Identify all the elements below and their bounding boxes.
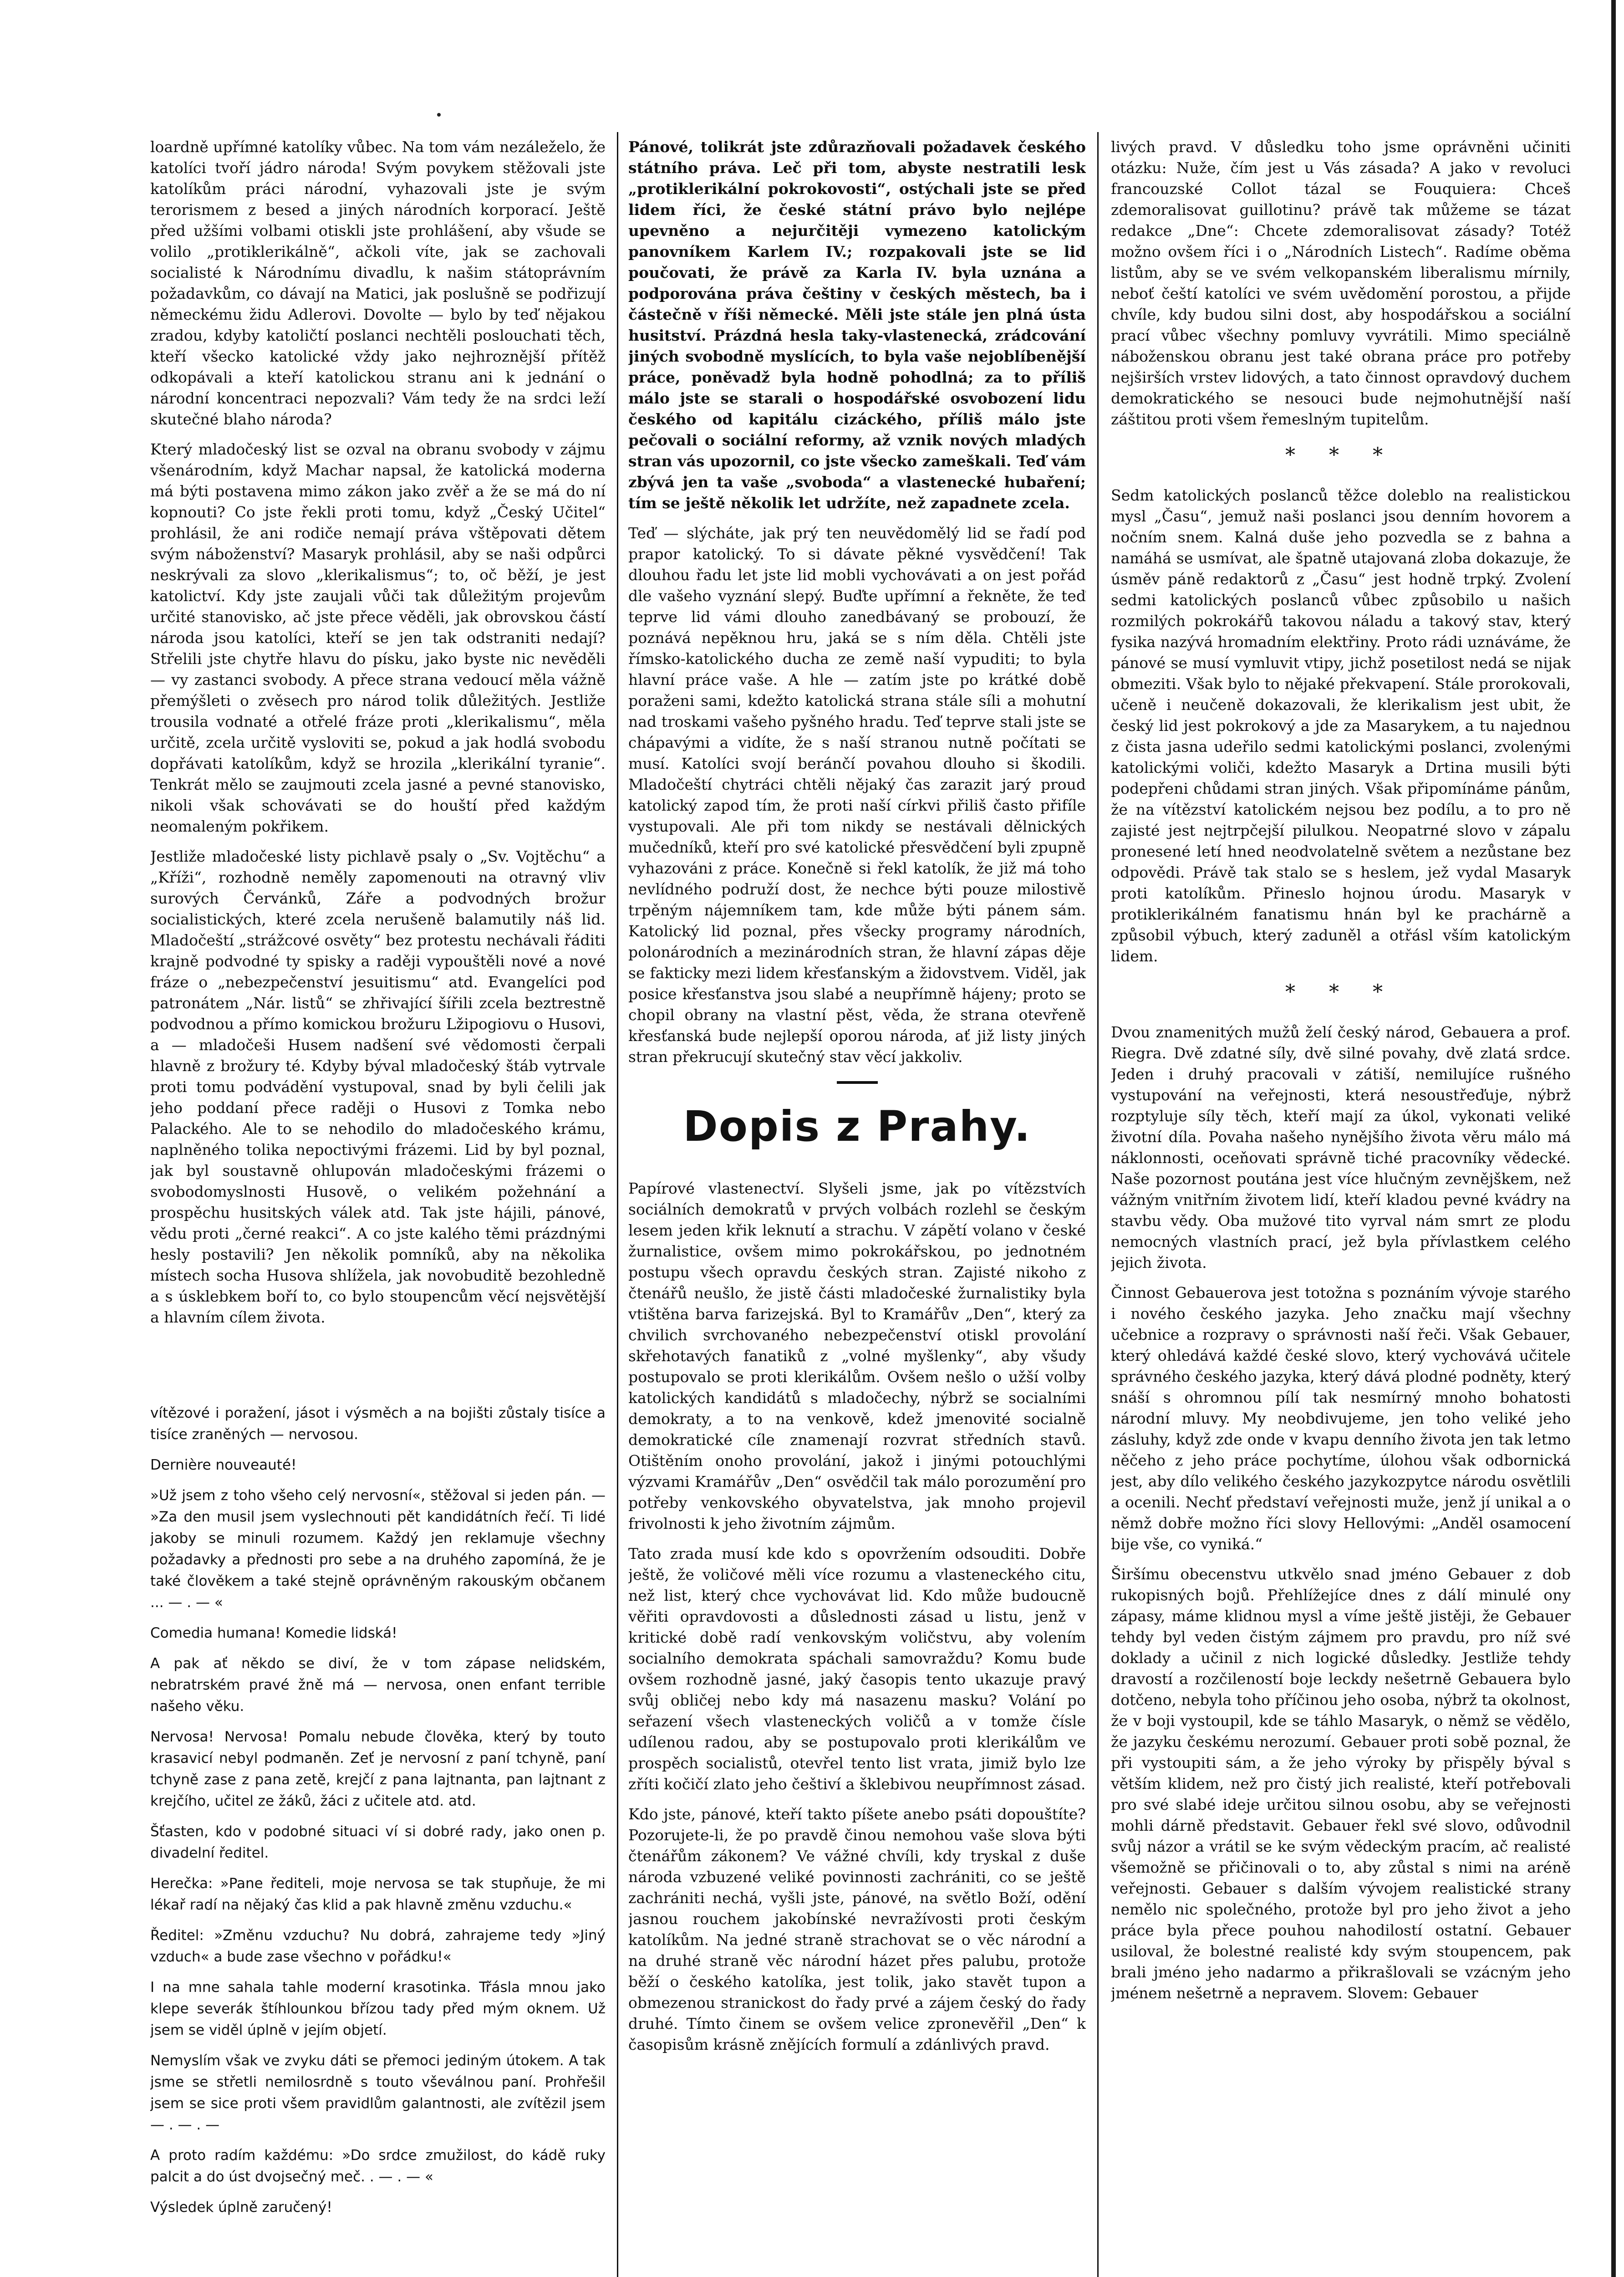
paragraph: Širšímu obecenstvu utkvělo snad jméno Gebauer z dob rukopisných bojů. Přehlížejíce dnes z dálí minulé ony zápasy, máme klidnou mysl a víme ještě jistěji, že Gebauer tehdy byl veden čistým zájmem pro pravdu, pro níž své doklady a učinil z nich logické důsledky. Jestliže tehdy dravostí a rozčileností boje leckdy nešetrně Gebauera bylo dotčeno, nebyla toho příčinou jeho osoba, nýbrž ta okolnost, že v boji vystoupil, kde se táhlo Masaryk, o němž se vědělo, že jazyku českému nerozumí. Gebauer proti sobě poznal, že při vystoupiti sám, a že jeho výroky by přispěly býval s větším klidem, než pro čistý jich realisté, kteří potřebovali pro své slabé ideje určitou silnou osobu, aby se veřejnosti mohli dárně představit. Gebauer řekl své slovo, odůvodnil svůj názor a vrátil se ke svým vědeckým pracím, ač realisté všemožně se přičinovali o to, aby zůstal s nimi na aréně veřejnosti. Gebauer s dalším vývojem realistické strany nemělo nic společného, protože byl pro jeho život a jeho práce byla přece pouhou nahodilostí ostatní. Gebauer usiloval, že bolestné realisté kdy svým stoupencem, pak brali jméno jeho nadarmo a přikrašlovali se vzácným jeho jménem nešetrně a nepravem. Slovem: Gebauer [1111,1565,1571,2002]
paragraph: Činnost Gebauerova jest totožna s poznáním vývoje starého i nového českého jazyka. Jeho značku mají všechny učebnice a rozpravy o správnosti naší řeči. Však Gebauer, který ohledává každé české slovo, který vychovává učitele správného českého jazyka, který dává plodné podněty, který snáší s ohromnou pílí tak nesmírný mnoho bohatosti národní mluvy. My neobdivujeme, jen toho veliké jeho zásluhy, když zde onde v kvapu denního života jen tak letmo něčeho z jeho práce pochytíme, úlohou však odbornická jest, aby dílo velikého českého jazykozpytce národu osvětlili a ocenili. Nechť představí veřejnosti muže, jenž jí unikal a o němž dobře možno říci slovy Hellovými: „Anděl osamocení bije vše, co vyniká.“ [1111,1284,1571,1553]
separator-dash [837,1081,878,1084]
paragraph: Šťasten, kdo v podobné situaci ví si dobré rady, jako onen p. divadelní ředitel. [150,1823,606,1861]
paragraph: Jestliže mladočeské listy pichlavě psaly o „Sv. Vojtěchu“ a „Kříži“, rozhodně neměly zapomenouti na otravný vliv surových Červánků, Záře a podvodných brožur socialistických, které zcela nerušeně balamutily náš lid. Mladočeští „strážcové osvěty“ bez protestu nechávali řáditi krajně podvodné ty spisky a raději vypouštěli nové a nové fráze o „nebezpečenství jesuitismu“ atd. Evangelíci pod patronátem „Nár. listů“ se zhřivající šířili zcela beztrestně podvodnou a přímo komickou brožuru Lžipogiovu o Husovi, a — mladočeši Husem nadšení své vědomosti čerpali hlavně z brožury té. Kdyby býval mladočeský štáb vytrvale proti tomu podvádění vystupoval, snad by byli čelili jak jeho poddaní přece raději o Husovi z Tomka nebo Palackého. Ale to se nehodilo do mladočeského krámu, naplněného tolika nepoctivými frázemi. Lid by byl poznal, jak byl soustavně ohlupován mladočeskými frázemi o svobodomyslnosti Husově, o velikém požehnání a prospěchu husitských válek atd. Tak jste hájili, pánové, vědu proti „černé reakci“. A co jste kalého těmi prázdnými hesly postavili? Jen několik pomníků, aby na několika místech socha Husova shlížela, jak novobuditě bezohledně a s úsklebkem boří to, co bylo stoupencům věcí nejsvětější a hlavním cílem života. [150,847,606,1326]
paragraph: Nervosa! Nervosa! Pomalu nebude člověka, který by touto krasavicí nebyl podmaněn. Zeť je nervosní z paní tchyně, paní tchyně zase z pana zetě, krejčí z pana lajtnanta, pan lajtnant z krejčího, učitel ze žáků, žáci z učitele atd. atd. [150,1729,606,1809]
paragraph: »Už jsem z toho všeho celý nervosní«, stěžoval si jeden pán. — »Za den musil jsem vyslechnouti pět kandidátních řečí. Ti lidé jakoby se minuli rozumem. Každý jen reklamuje všechny požadavky a přednosti pro sebe a na druhého zapomíná, že je také člověkem a také stejně oprávněným rakouským občanem ... — . — « [150,1487,606,1611]
paragraph: Tato zrada musí kde kdo s opovržením odsouditi. Dobře ještě, že voličové měli více rozumu a vlasteneckého citu, než list, který chce vychovávat lid. Kdo může budoucně věřiti opravdovosti a důslednosti zásad u listu, jenž v kritické době radí venkovským voličstvu, aby volením socialního demokrata spáchali samovraždu? Komu bude ovšem rozhodně jasné, jaký časopis tento ukazuje pravý svůj obličej nebo kdy má nasazenu masku? Volání po seřazení všech vlasteneckých voličů a v tomže čísle udílenou radou, aby se postupovalo proti klerikálům ve prospěch socialistů, otevřel tento list vrata, jimiž bylo lze zříti kočičí zlato jeho češtiví a šklebivou neupřímnost zásad. [628,1545,1086,1793]
paragraph: Nemyslím však ve zvyku dáti se přemoci jediným útokem. A tak jsme se střetli nemilosrdně s touto vševálnou paní. Prohřešil jsem se sice proti všem pravidlům galantnosti, ale zvítězil jsem — . — . — [150,2052,606,2133]
print-dot [437,113,441,117]
column-left [150,137,606,2277]
column-left-upper [150,137,606,1384]
paragraph: Comedia humana! Komedie lidská! [150,1625,397,1641]
paragraph: Papírové vlastenectví. Slyšeli jsme, jak po vítězstvích sociálních demokratů v prvých volbách rozlehl se českým lesem jeden křik leknutí a strachu. V zápětí volano v české žurnalistice, ovšem mimo pokrokářskou, po jednotném postupu všech opravdu českých stran. Zajisté nikoho z čtenářů neušlo, že jistě části mladočeské žurnalistiky byla vtištěna barva farizejská. Byl to Kramářův „Den“, který za chvilich svrchovaného nebezpečenství otiskl provolání skřehotavých fanatiků z „volné myšlenky“, aby všudy postupovalo se proti klerikálům. Ovšem nešlo o užší volby katolických kandidátů s mladočechy, nýbrž se socialními demokraty, a to na venkově, kdež jmenovité socialně demokratické cíle znamenají rozvrat středních stavů. Otištěním onoho provolání, jakož i jinými potouchlými výzvami Kramářův „Den“ osvědčil tak málo porozumění pro potřeby venkovského obyvatelstva, jak mnoho projevil frivolnosti k jeho životním zájmům. [628,1179,1086,1532]
paragraph: Který mladočeský list se ozval na obranu svobody v zájmu všenárodním, když Machar napsal, že katolická moderna má býti postavena mimo zákon jako zvěř a že se má do ní kopnouti? Co jste řekli proti tomu, když „Český Učitel“ prohlásil, že ani rodiče nemají práva vštěpovati dětem svým náboženství? Masaryk prohlásil, aby se naši odpůrci neskrývali za slovo „klerikalismus“; to, oč běží, je jest katolictví. Kdy jste zaujali vůči tak důležitým projevům určité stanovisko, ač jste přece věděli, jak obrovskou částí národa jsou katolíci, kteří se jen tak odstraniti nedají? Střelili jste chytře hlavu do písku, jako byste nic nevěděli — vy zastanci svobody. A přece strana vedoucí měla vážně přemýšleti o zvěsech pro národ tolik důležitých. Jestliže trousila vodnaté a otřelé fráze proti „klerikalismu“, měla určitě, zcela určitě vysloviti se, pokud a jak hodlá svobodu dopřávati katolíkům, když se hrozila „klerikální tyranie“. Tenkrát mělo se zaujmouti zcela jasné a pevné stanovisko, nikoli však schovávati se do houští před každým neomaleným pokřikem. [150,440,606,835]
paragraph: Sedm katolických poslanců těžce doleblo na realistickou mysl „Času“, jemuž naši poslanci jsou denním hovorem a nočním snem. Kalná duše jeho pozvedla se z bahna a namáhá se usmívat, ale špatně utajovaná zloba dokazuje, že úsměv páně redaktorů z „Času“ jest hodně trpký. Zvolení sedmi katolických poslanců vůbec způsobilo u našich rozmilých pokrokářů takovou náladu a takový stav, který fysika nazývá hromadním elektřiny. Proto rádi uznáváme, že pánové se musí vymluvit vtipy, jichž posetilost nedá se nijak obmeziti. Však bylo to nějaké překvapení. Stále prorokovali, učeně i neučeně dokazovali, že klerikalism jest ubit, že český lid jest pokrokový a jde za Masarykem, a tu najednou z čista jasna udeřilo sedmi katolickými poslanci, zvolenými katolickými voliči, kdežto Masaryk a Drtina musili býti podepřeni chůdami stran jiných. Však připomínáme pánům, že na vítězství katolickém nejsou bez podílu, a to pro ně zajisté jest nejtrpčejší pilulkou. Neopatrné slovo v zápalu pronesené letí hned neodvolatelně světem a nezůstane bez odpovědi. Právě tak stalo se s heslem, jež vydal Masaryk proti katolíkům. Přineslo hojnou úrodu. Masaryk v protiklerikálném fanatismu hnán byl ke prachárně a způsobil výbuch, který zaduněl a otřásl vším katolickým lidem. [1111,486,1571,965]
column-left-lower [150,1403,606,2277]
article-heading: Dopis z Prahy. [683,1102,1031,1151]
paragraph: Pánové, tolikrát jste zdůrazňovali požadavek českého státního práva. Leč při tom, abyste nestratili lesk „protiklerikální pokrokovosti“, ostýchali jste se před lidem říci, že české státní právo bylo nejlépe upevněno a nejurčitěji vymezeno katolickým panovníkem Karlem IV.; rozpakovali jste se lid poučovati, že právě za Karla IV. byla uznána a podporována práva češtiny v českých městech, ba i částečně v říši německé. Měli jste stále jen plná ústa husitství. Prázdná hesla taky-vlastenecká, zrádcování jiných svobodně myslících, to byla vaše nejoblíbenější práce, poněvadž byla hodně pohodlná; za to příliš málo jste se starali o hospodářské osvobození lidu českého od kapitálu cizáckého, příliš málo jste pečovali o sociální reformy, až vznik nových mladých stran vás upozornil, co jste všecko zameškali. Teď vám zbývá jen ta vaše „svoboda“ a vlastenecké hubaření; tím se ještě několik let udržíte, než zapadnete zcela. [628,138,1086,512]
paragraph: Herečka: »Pane řediteli, moje nervosa se tak stupňuje, že mi lékař radí na nějaký čas klid a pak hlavně změnu vzduchu.« [150,1875,606,1913]
column-divider-2 [1097,132,1099,2277]
paragraph: Dernière nouveauté! [150,1457,297,1473]
paragraph: Teď — slýcháte, jak prý ten neuvědomělý lid se řadí pod prapor katolický. To si dávate pěkné vysvědčení! Tak dlouhou řadu let jste lid mobli vychovávati a on jest pořád dle vašeho vyznání slepý. Buďte upřímní a řekněte, že teď teprve lid vámi dlouho zanedbávaný se probouzí, že poznává nepěknou hru, jaká se s ním děla. Chtěli jste římsko-katolického ducha ze země naší vypuditi; to byla hlavní práce vaše. A hle — zatím jste po krátké době poraženi sami, kdežto katolická strana stále síli a mohutní nad troskami vašeho pyšného hradu. Teď teprve stali jste se chápavými a vidíte, že s naší stranou nutně počítati se musí. Katolíci svojí beránčí povahou dlouho si škodili. Mladočeští chytráci chtěli nějaký čas zarazit jarý proud katolický zapod tím, že proti naší církvi přiliš často přifíle vystupovali. Ale při tom nikdy se nestávali dělnických mučedníků, kteří pro své katolické přesvědčení byli zpupně vyhazováni z práce. Konečně si řekl katolík, že již má toho nevlídného podruží dost, že nechce býti pouze milostivě trpěným nájemníkem tam, kde může býti pánem sám. Katolický lid poznal, přes všecky programy národních, polonárodních a mezinárodních stran, že hlavní zápas děje se fakticky mezi lidem křesťanským a židovstvem. Viděl, jak posice křesťanstva jsou slabé a neupřímně hájeny; proto se chopil obrany na vlastní pěst, věda, že strana otevřeně křesťanská bude nejlepší oporou národa, ať již listy jiných stran překrucují skutečný stav věcí jakkoliv. [628,524,1086,1066]
paragraph: A proto radím každému: »Do srdce zmužilost, do kádě ruky palcit a do úst dvojsečný meč. . — . — « [150,2147,606,2185]
paragraph: Ředitel: »Změnu vzduchu? Nu dobrá, zahrajeme tedy »Jiný vzduch« a bude zase všechno v pořádku!« [150,1927,606,1965]
column-right [1111,137,1571,2277]
paragraph: loardně upřímné katolíky vůbec. Na tom vám nezáleželo, že katolíci tvoří jádro národa! Svým povykem stěžovali jste katolíkům práci národní, vyhazovali jste je svým terorismem z besed a jiných národních korporací. Ještě před užšími volbami otiskli jste prohlášení, aby všude se volilo „protiklerikálně“, ačkoli víte, jak se zachovali socialisté k Národnímu divadlu, k našim státoprávním požadavkům, co dávají na Matici, jak poslušně se podřizují německému židu Adlerovi. Dovolte — bylo by teď nějakou zradou, kdyby katoličtí poslanci nechtěli poslouchati těch, kteří všecko katolické vždy jako nejhroznější přítěž odkopávali a kteří katolickou stranu ani k jednání o národní koncentraci nepozvali? Vám tedy že na srdci leží skutečné blaho národa? [150,138,606,428]
column-divider-1 [617,132,618,2277]
paragraph: Dvou znamenitých mužů želí český národ, Gebauera a prof. Riegra. Dvě zdatné síly, dvě silné povahy, dvě zlatá srdce. Jeden i druhý pracovali v zátiší, nemilujíce rušného vystupování na veřejnosti, která nesoustřeďuje, nýbrž rozptyluje síly těch, kteří mají za úkol, vykonati veliké životní díla. Povaha našeho nynějšího života věru málo má náklonnosti, oceňovati správně tiché pracovníky vědecké. Naše pozornost poutána jest více hlučným zevnějškem, než vážným vnitřním životem lidí, kteří kladou pevné kvádry na stavbu vědy. Oba mužové tito vyrval nám smrt ze plodu nemocných vlastních prací, jež byla přívlastkem celého jejich života. [1111,1023,1571,1271]
paragraph: A pak ať někdo se diví, že v tom zápase nelidském, nebratrském pravé žně má — nervosa, onen enfant terrible našeho věku. [150,1655,606,1715]
paragraph: I na mne sahala tahle moderní krasotinka. Třásla mnou jako klepe severák štíhlounkou břízou tady před mým oknem. Už jsem se viděl úplně v jejím objetí. [150,1979,606,2038]
section-stars: * * * [1285,444,1396,467]
paragraph: vítězové i poražení, jásot i výsměch a na bojišti zůstaly tisíce a tisíce zraněných — nervosou. [150,1405,606,1443]
paragraph: Kdo jste, pánové, kteří takto píšete anebo psáti dopouštíte? Pozorujete-li, že po pravdě činou nemohou vaše slova býti čtenářům zákonem? Ve vážné chvíli, kdy tryskal z duše národa vzbuzené veliké povinnosti zachrániti, co se ještě zachrániti nechá, vyšli jste, pánové, na světlo Boží, odění jasnou rouchem jakobínské nevražívosti proti českým katolíkům. Na jedné straně strachovat se o věc národní a na druhé straně věc národní házet přes palubu, protože běží o českého katolíka, jest tolik, jako stavět tupon a obmezenou stranickost do řady prvé a zájem český do řady druhé. Tímto činem se ovšem velice zpronevěřil „Den“ k časopisům krásně znějících formulí a zdánlivých pravd. [628,1805,1086,2053]
column-middle [628,137,1086,2277]
page-edge-bar [1611,0,1616,2277]
paragraph: livých pravd. V důsledku toho jsme oprávněni učiniti otázku: Nuže, čím jest u Vás zásada? A jako v revoluci francouzské Collot tázal se Fouquiera: Chceš zdemoralisovat guillotinu? právě tak můžeme se tázat redakce „Dne“: Chcete zdemoralisovat zásady? Totéž možno ovšem říci i o „Národních Listech“. Radíme oběma listům, aby se ve svém velkopanském liberalismu mírnily, neboť čeští katolíci ve svém uvědomění porostou, a přijde chvíle, kdy budou silni dost, aby hospodářskou a sociální prací vůbec všechny pomluvy vyvrátili. Mimo speciálně náboženskou obranu jest také obrana práce pro potřeby nejširších vrstev lidových, a tato činnost opravdový duchem demokratického se nesouci bude nejmohutnější naší záštitou proti všem řemeslným tupitelům. [1111,138,1571,428]
paragraph: Výsledek úplně zaručený! [150,2199,332,2216]
section-stars: * * * [1285,980,1396,1004]
